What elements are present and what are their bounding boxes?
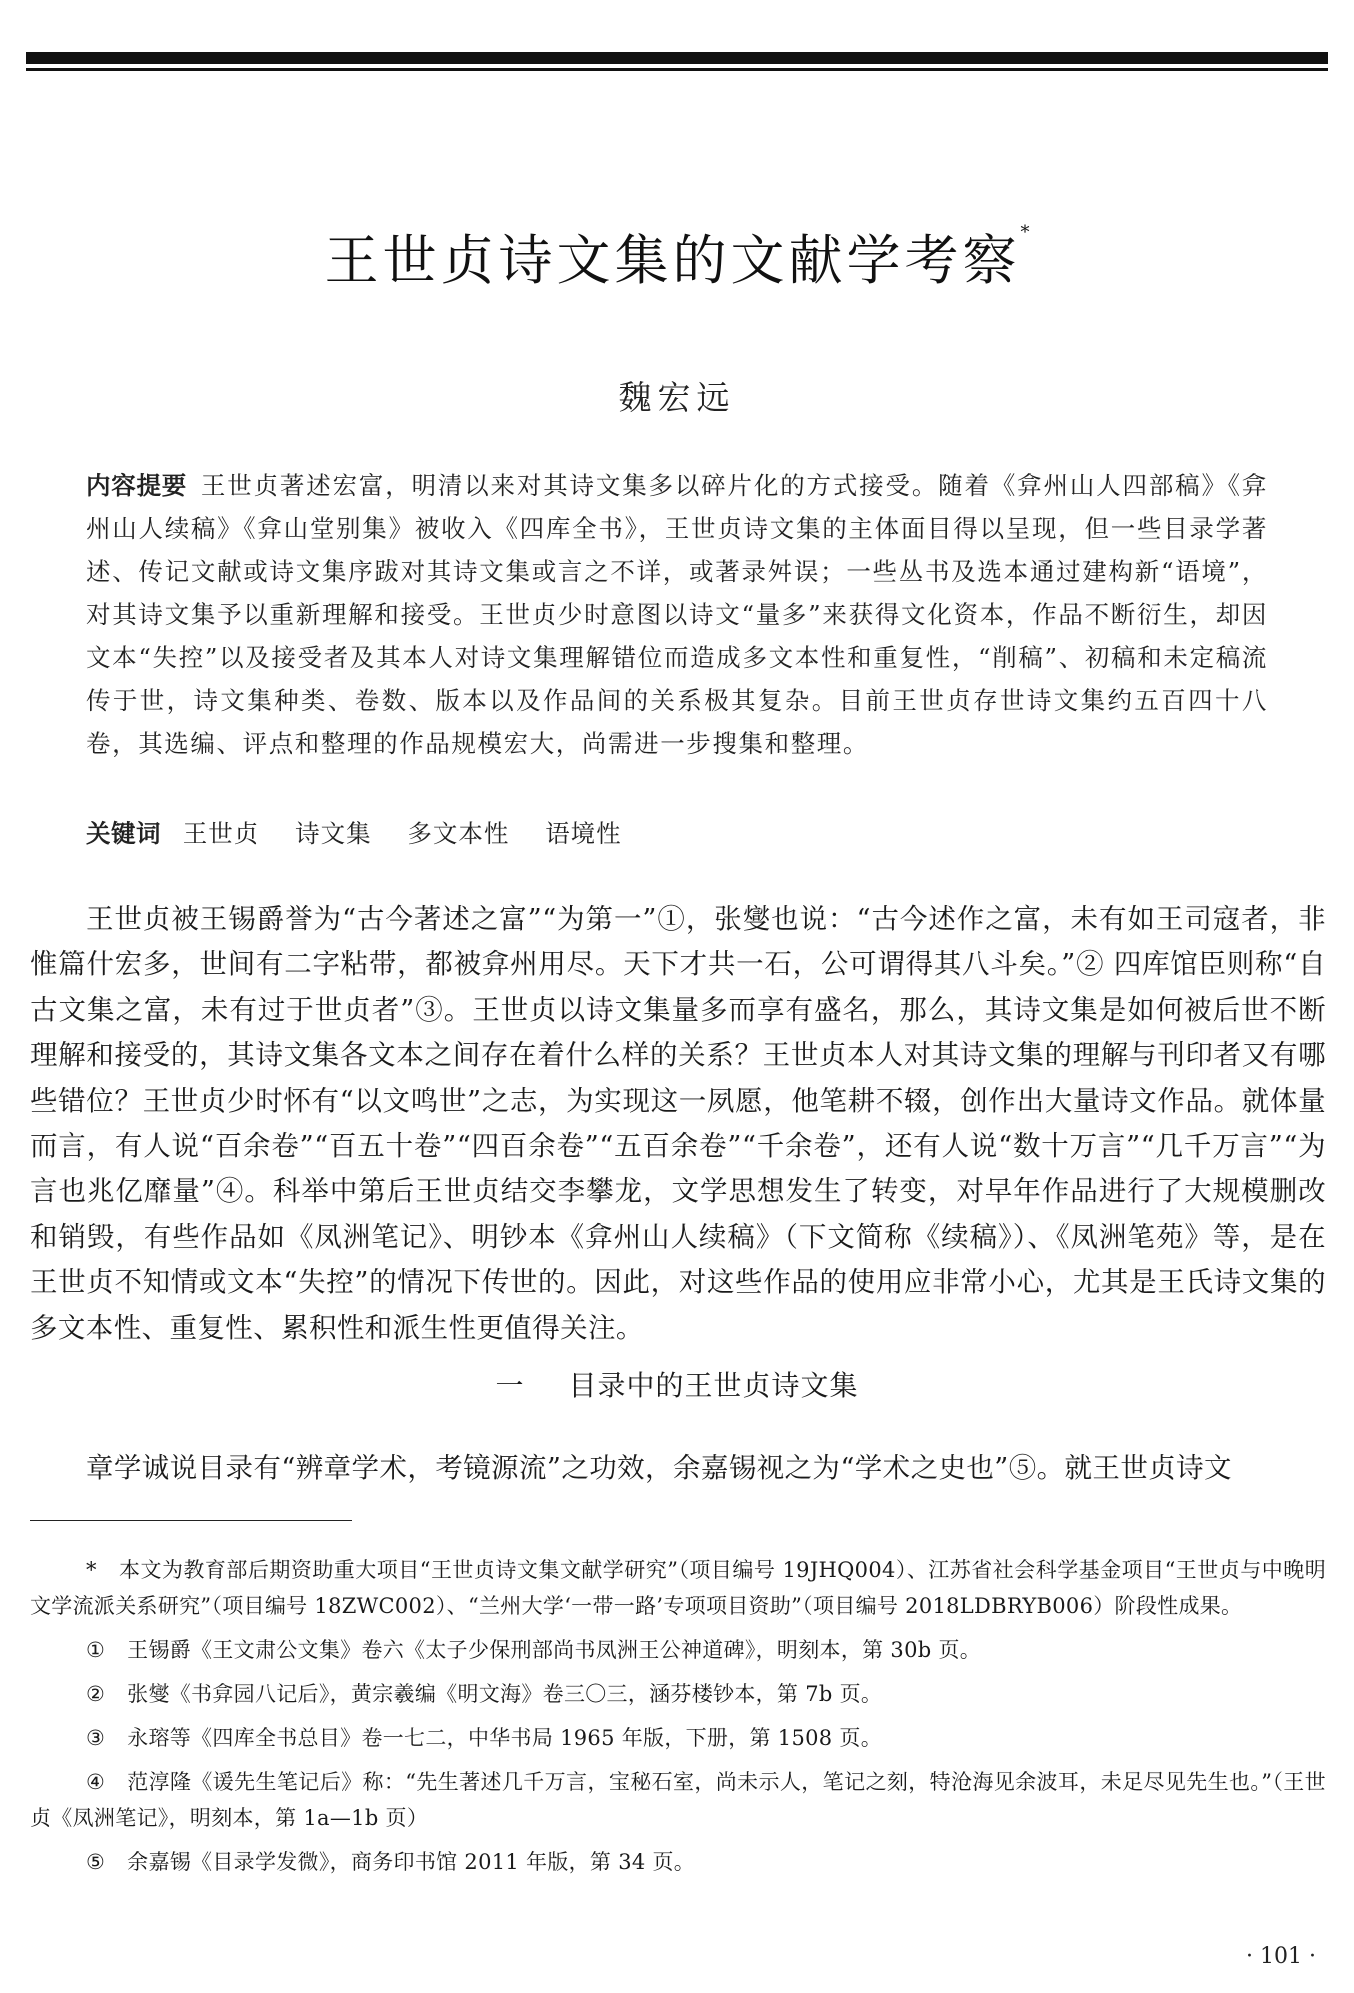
- footnote-divider: [30, 1520, 352, 1521]
- author-name: 魏宏远: [618, 378, 736, 417]
- section-title: 目录中的王世贞诗文集: [568, 1369, 859, 1402]
- page-number: · 101 ·: [1246, 1944, 1316, 1969]
- header-rule-thick: [26, 52, 1328, 64]
- footnote-mark: ①: [86, 1638, 106, 1662]
- abstract-text: 王世贞著述宏富，明清以来对其诗文集多以碎片化的方式接受。随着《弇州山人四部稿》《弇州山人续稿》《弇山堂别集》被收入《四库全书》，王世贞诗文集的主体面目得以呈现，但一些目录学著述、传记文献或诗文集序跋对其诗文集或言之不详，或著录舛误；一些丛书及选本通过建构新“语境”，对其诗文集予以重新理解和接受。王世贞少时意图以诗文“量多”来获得文化资本，作品不断衍生，却因文本“失控”以及接受者及其本人对诗文集理解错位而造成多文本性和重复性，“削稿”、初稿和未定稿流传于世，诗文集种类、卷数、版本以及作品间的关系极其复杂。目前王世贞存世诗文集约五百四十八卷，其选编、评点和整理的作品规模宏大，尚需进一步搜集和整理。: [86, 471, 1268, 758]
- intro-paragraph: 王世贞被王锡爵誉为“古今著述之富”“为第一”①，张燮也说：“古今述作之富，未有如王司寇者，非惟篇什宏多，世间有二字粘带，都被弇州用尽。天下才共一石，公可谓得其八斗矣。”② 四库馆臣则称“自古文集之富，未有过于世贞者”③。王世贞以诗文集量多而享有盛名，那么，其诗文集是如何被后世不断理解和接受的，其诗文集各文本之间存在着什么样的关系？王世贞本人对其诗文集的理解与刊印者又有哪些错位？王世贞少时怀有“以文鸣世”之志，为实现这一夙愿，他笔耕不辍，创作出大量诗文作品。就体量而言，有人说“百余卷”“百五十卷”“四百余卷”“五百余卷”“千余卷”，还有人说“数十万言”“几千万言”“为言也兆亿靡量”④。科举中第后王世贞结交李攀龙，文学思想发生了转变，对早年作品进行了大规模删改和销毁，有些作品如《凤洲笔记》、明钞本《弇州山人续稿》（下文简称《续稿》）、《凤洲笔苑》等，是在王世贞不知情或文本“失控”的情况下传世的。因此，对这些作品的使用应非常小心，尤其是王氏诗文集的多文本性、重复性、累积性和派生性更值得关注。: [30, 903, 1326, 1344]
- footnote-mark: ②: [86, 1682, 106, 1706]
- section-number: 一: [495, 1369, 525, 1402]
- article-title-text: 王世贞诗文集的文献学考察: [324, 229, 1021, 292]
- footnote-mark: ⑤: [86, 1850, 106, 1874]
- footnote-text: 范淳隆《谖先生笔记后》称：“先生著述几千万言，宝秘石室，尚未示人，笔记之刻，特沧海见余波耳，未足尽见先生也。”（王世贞《凤洲笔记》，明刻本，第 1a—1b 页）: [30, 1770, 1326, 1830]
- abstract: [86, 464, 1268, 765]
- keyword-item: 多文本性: [407, 819, 510, 848]
- footnote-text: 本文为教育部后期资助重大项目“王世贞诗文集文献学研究”（项目编号 19JHQ004）、江苏省社会科学基金项目“王世贞与中晚明文学流派关系研究”（项目编号 18ZWC002）、“兰州大学‘一带一路’专项项目资助”（项目编号 2018LDBRYB006）阶段性成果。: [30, 1558, 1326, 1618]
- article-title: [0, 218, 1354, 295]
- footnote-mark: ③: [86, 1726, 106, 1750]
- footnote-text: 余嘉锡《目录学发微》，商务印书馆 2011 年版，第 34 页。: [127, 1850, 696, 1874]
- footnote: [30, 1676, 1326, 1712]
- keyword-item: 诗文集: [295, 819, 372, 848]
- footnotes: [30, 1552, 1326, 1888]
- footnote-text: 永瑢等《四库全书总目》卷一七二，中华书局 1965 年版，下册，第 1508 页。: [127, 1726, 883, 1750]
- keyword-item: 语境性: [545, 819, 622, 848]
- section-paragraph: 章学诚说目录有“辨章学术，考镜源流”之功效，余嘉锡视之为“学术之史也”⑤。就王世贞诗文: [86, 1452, 1232, 1484]
- footnote: [30, 1552, 1326, 1624]
- title-footnote-mark: *: [1020, 222, 1030, 243]
- keywords-label: 关键词: [86, 819, 161, 848]
- header-rule-thin: [26, 68, 1328, 71]
- abstract-label: 内容提要: [86, 471, 187, 500]
- footnote-text: 张燮《书弇园八记后》，黄宗羲编《明文海》卷三〇三，涵芬楼钞本，第 7b 页。: [127, 1682, 883, 1706]
- footnote-mark: ④: [86, 1770, 106, 1794]
- footnote: [30, 1632, 1326, 1668]
- keywords: [86, 812, 1268, 855]
- section-heading: [0, 1364, 1354, 1404]
- footnote-mark: *: [86, 1558, 97, 1582]
- keyword-item: 王世贞: [182, 819, 260, 848]
- footnote-text: 王锡爵《王文肃公文集》卷六《太子少保刑部尚书凤洲王公神道碑》，明刻本，第 30b 页。: [127, 1638, 982, 1662]
- footnote: [30, 1720, 1326, 1756]
- footnote: [30, 1764, 1326, 1836]
- footnote: [30, 1844, 1326, 1880]
